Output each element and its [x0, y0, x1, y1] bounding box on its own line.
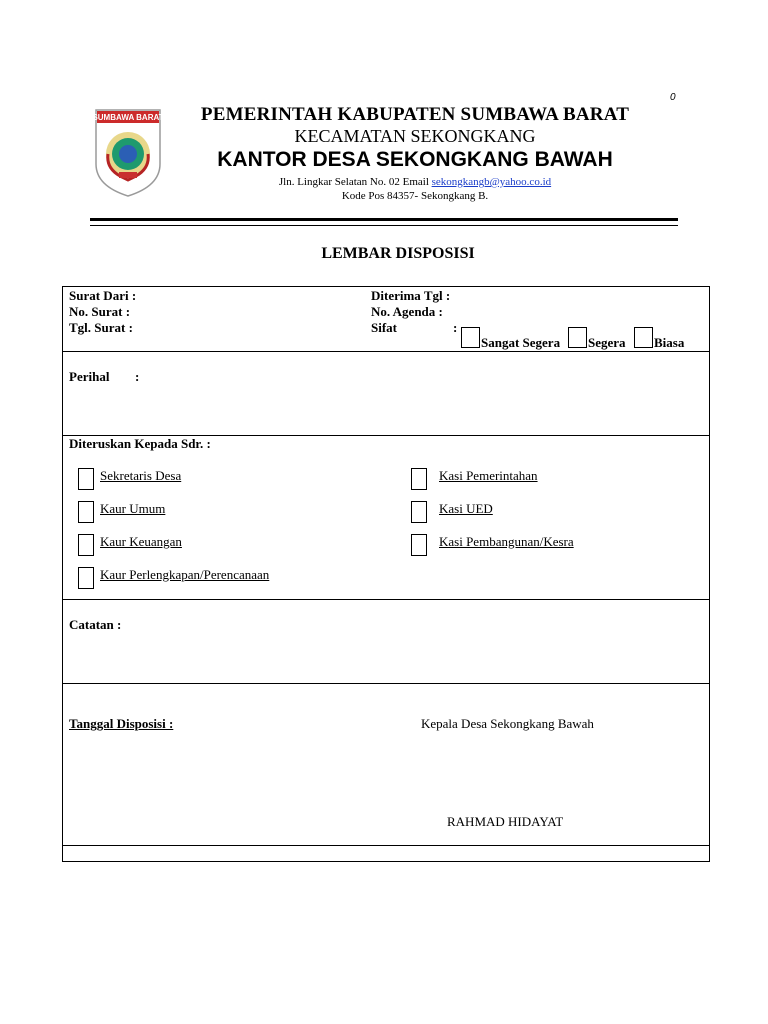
- surat-dari-label: Surat Dari :: [69, 288, 137, 303]
- no-agenda-label: No. Agenda :: [371, 304, 443, 319]
- divider-after-diteruskan: [63, 599, 709, 600]
- perihal-colon: :: [135, 369, 140, 384]
- checkbox-segera[interactable]: [568, 327, 587, 348]
- address-text: Jln. Lingkar Selatan No. 02 Email: [278, 176, 432, 188]
- diteruskan-label: Diteruskan Kepada Sdr. :: [69, 436, 211, 451]
- signer-name: RAHMAD HIDAYAT: [447, 814, 564, 829]
- recipient-kaur-keuangan: Kaur Keuangan: [100, 534, 182, 549]
- signer-title: Kepala Desa Sekongkang Bawah: [421, 716, 594, 731]
- perihal-label: Perihal: [69, 369, 110, 384]
- divider-after-info: [63, 351, 709, 352]
- email-link[interactable]: sekongkangb@yahoo.co.id: [431, 176, 552, 188]
- header-address: [160, 176, 670, 188]
- recipient-kasi-pemerintahan: Kasi Pemerintahan: [439, 468, 538, 483]
- checkbox-kaur-umum[interactable]: [78, 501, 94, 523]
- catatan-label: Catatan :: [69, 617, 122, 632]
- page-number: 0: [670, 92, 676, 103]
- header-office-title: KANTOR DESA SEKONGKANG BAWAH: [217, 148, 613, 171]
- header-thick-rule: [90, 218, 678, 221]
- form-title: LEMBAR DISPOSISI: [321, 245, 475, 262]
- recipient-kasi-pembangunan: Kasi Pembangunan/Kesra: [439, 534, 574, 549]
- sumbawa-barat-logo: [92, 106, 164, 198]
- checkbox-kasi-pemerintahan[interactable]: [411, 468, 427, 490]
- header-government-line: PEMERINTAH KABUPATEN SUMBAWA BARAT: [200, 104, 630, 125]
- no-surat-label: No. Surat :: [69, 304, 131, 319]
- divider-after-catatan: [63, 683, 709, 684]
- header-thin-rule: [90, 225, 678, 226]
- sifat-label: Sifat: [371, 320, 397, 335]
- disposition-form: [62, 286, 710, 862]
- recipient-kaur-perlengkapan: Kaur Perlengkapan/Perencanaan: [100, 567, 270, 582]
- tgl-surat-label: Tgl. Surat :: [69, 320, 133, 335]
- recipient-kaur-umum: Kaur Umum: [100, 501, 166, 516]
- checkbox-kasi-ued[interactable]: [411, 501, 427, 523]
- recipient-sekretaris-desa: Sekretaris Desa: [100, 468, 182, 483]
- checkbox-kaur-perlengkapan[interactable]: [78, 567, 94, 589]
- header-district-line: KECAMATAN SEKONGKANG: [294, 126, 536, 146]
- divider-bottom: [63, 845, 709, 846]
- logo-banner-text: SUMBAWA BARAT: [92, 113, 164, 122]
- checkbox-sekretaris-desa[interactable]: [78, 468, 94, 490]
- option-sangat-segera: Sangat Segera: [481, 335, 561, 350]
- recipient-kasi-ued: Kasi UED: [439, 501, 493, 516]
- header-postal-code: Kode Pos 84357- Sekongkang B.: [341, 190, 489, 202]
- option-segera: Segera: [588, 335, 626, 350]
- sifat-colon: :: [453, 320, 458, 335]
- diterima-tgl-label: Diterima Tgl :: [371, 288, 451, 303]
- checkbox-sangat-segera[interactable]: [461, 327, 480, 348]
- checkbox-kasi-pembangunan[interactable]: [411, 534, 427, 556]
- checkbox-kaur-keuangan[interactable]: [78, 534, 94, 556]
- checkbox-biasa[interactable]: [634, 327, 653, 348]
- tanggal-disposisi-label: Tanggal Disposisi :: [69, 716, 174, 731]
- option-biasa: Biasa: [654, 335, 685, 350]
